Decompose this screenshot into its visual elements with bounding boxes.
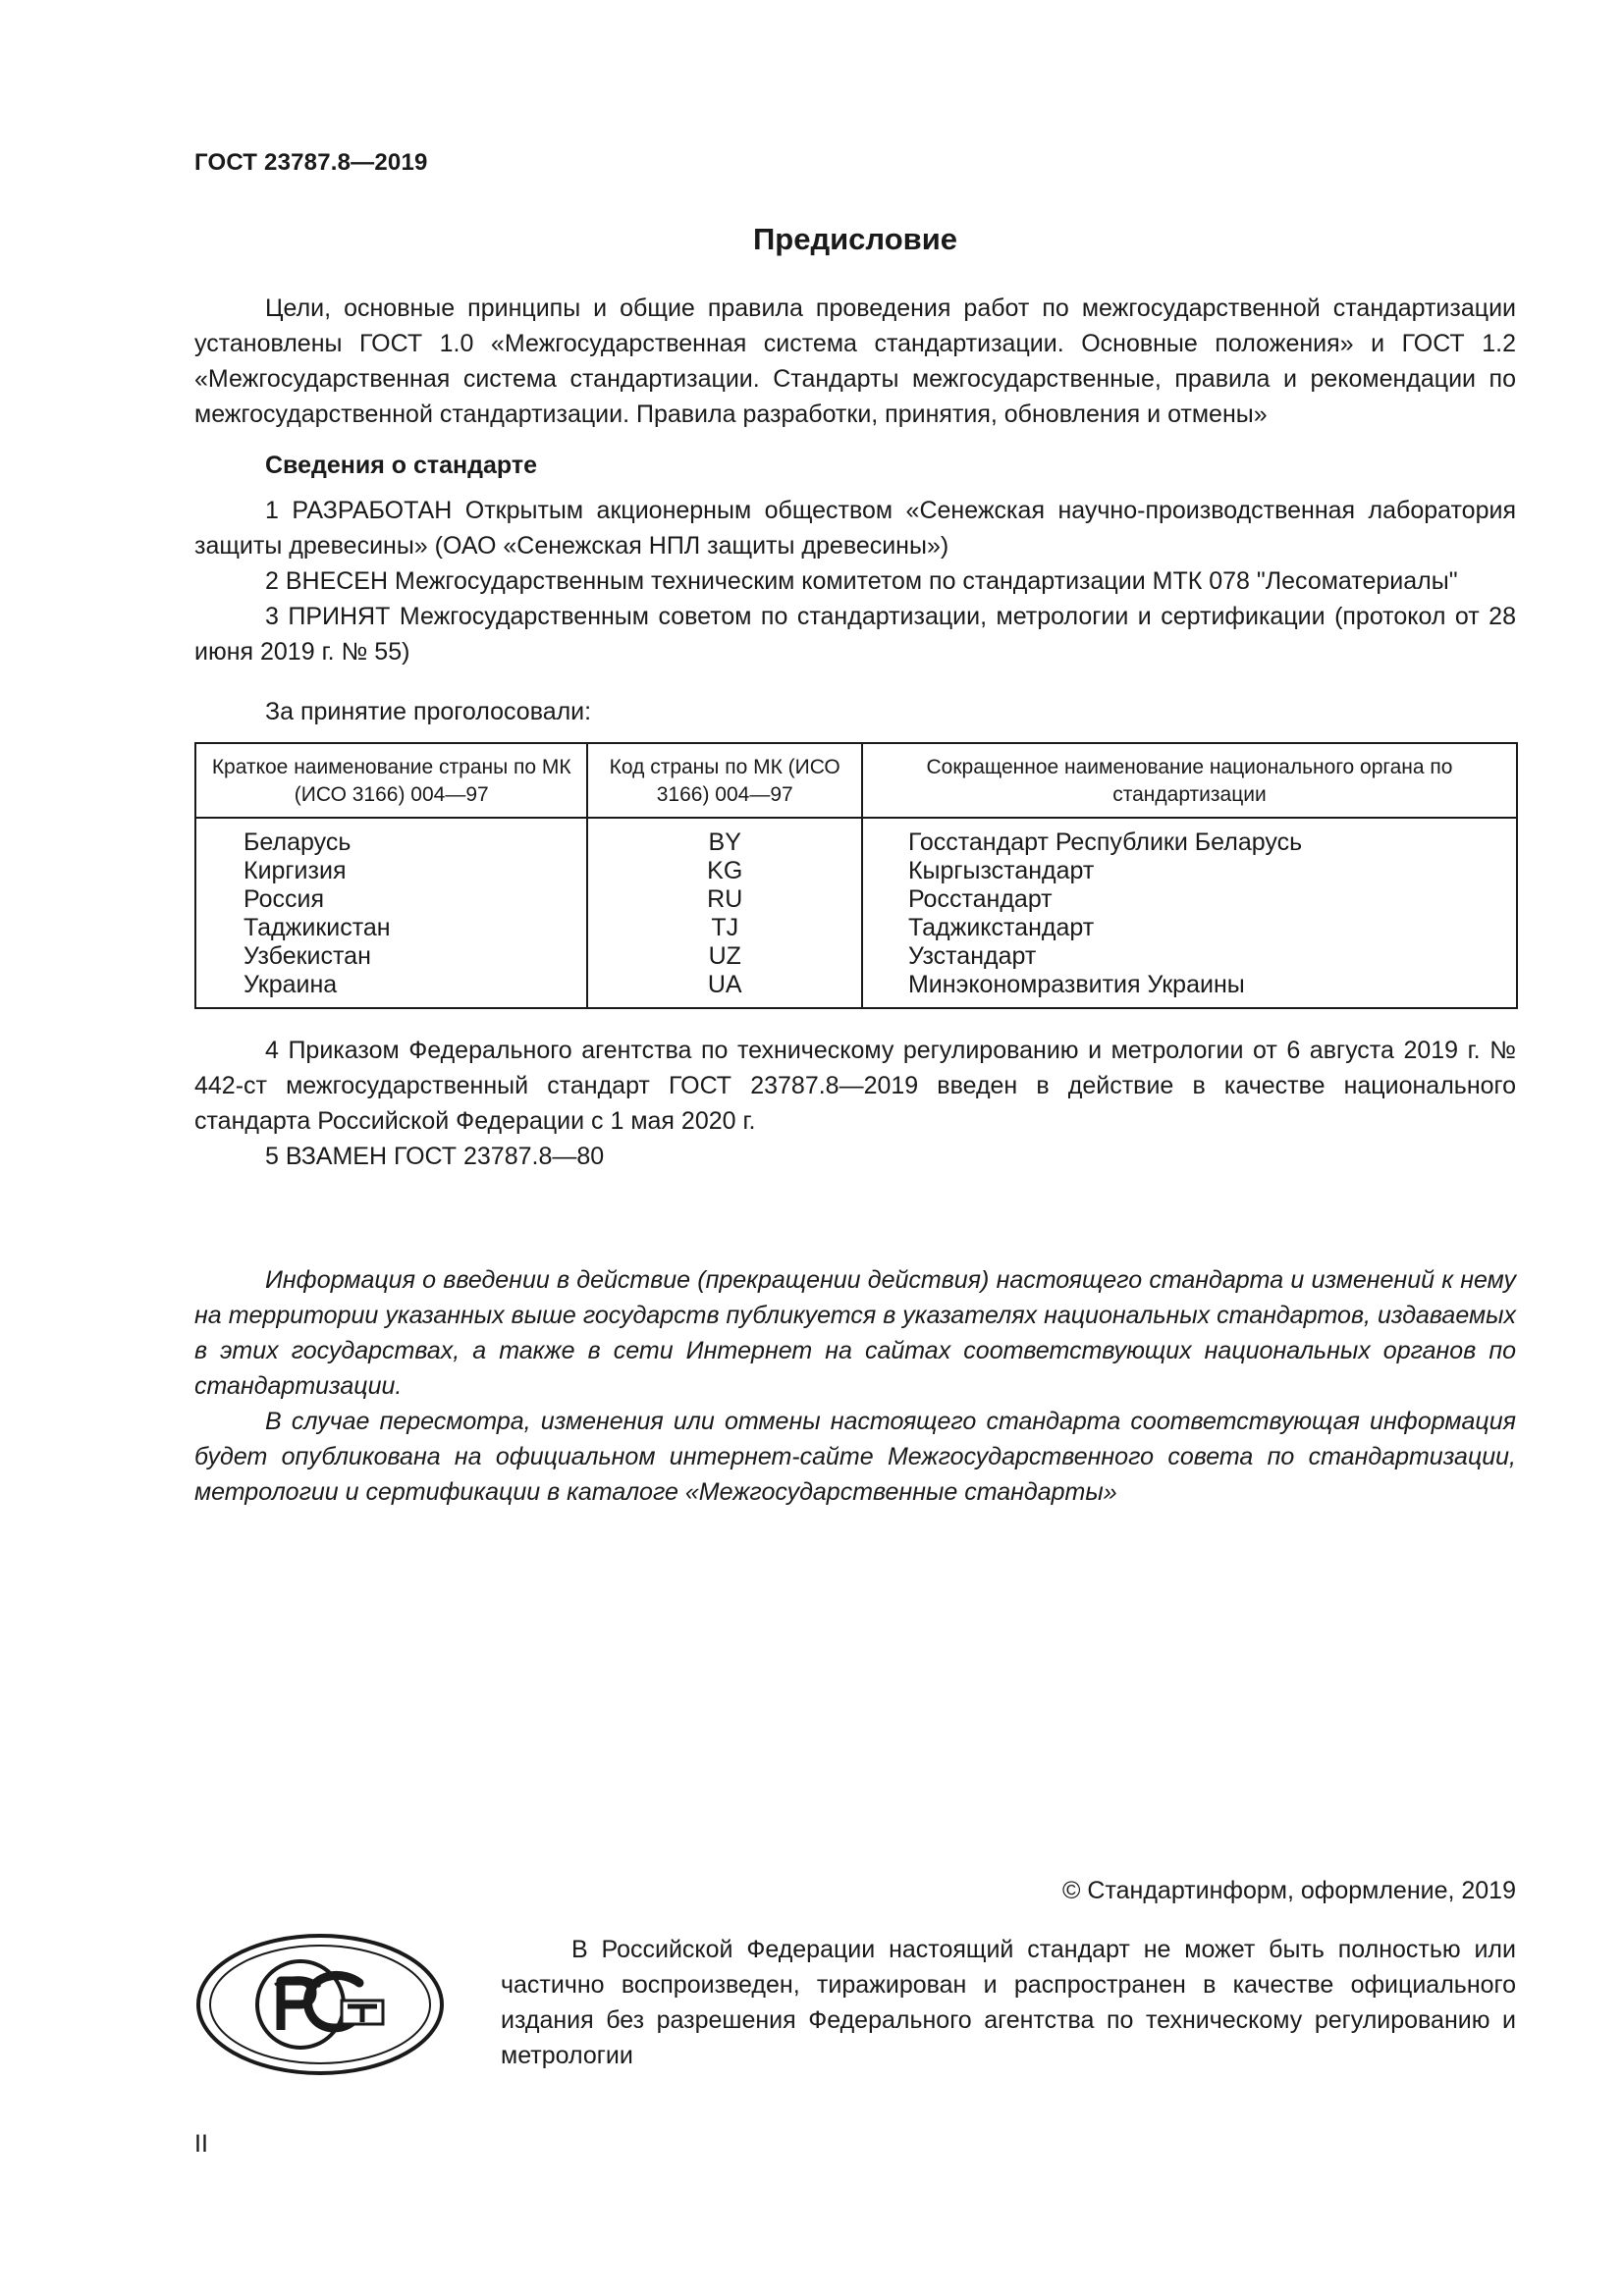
header-standards-body: Сокращенное наименование национального органа по стандартизации	[862, 743, 1517, 818]
table-row	[195, 885, 1517, 914]
intro-paragraph: Цели, основные принципы и общие правила проведения работ по межгосударственной стандартизации установлены ГОСТ 1.0 «Межгосударственная система стандартизации. Основные положения» и ГОСТ 1.2 «Межгосударственная система стандартизации. Стандарты межгосударственные, правила и рекомендации по межгосударственной стандартизации. Правила разработки, принятия, обновления и отмены»	[194, 294, 1516, 428]
info-paragraph-1: Информация о введении в действие (прекращении действия) настоящего стандарта и изменений к нему на территории указанных выше государств публикуется в указателях национальных стандартов, издаваемых в этих государствах, а также в сети Интернет на сайтах соответствующих национальных органов по стандартизации.	[194, 1266, 1516, 1400]
rights-paragraph: В Российской Федерации настоящий стандарт не может быть полностью или частично воспроизведен, тиражирован и распространен в качестве официального издания без разрешения Федерального агентства по техническому регулированию и метрологии	[501, 1936, 1516, 2069]
country-cell: Узбекистан	[244, 942, 371, 970]
table-row	[195, 818, 1517, 857]
code-cell: BY	[587, 818, 861, 857]
table-row	[195, 857, 1517, 885]
code-cell: RU	[587, 885, 861, 914]
body-cell: Узстандарт	[862, 942, 1517, 971]
header-country-code: Код страны по МК (ИСО 3166) 004—97	[587, 743, 861, 818]
table-row	[195, 971, 1517, 1008]
page-number: II	[194, 2130, 208, 2158]
rights-notice	[501, 1932, 1516, 2073]
item-3-paragraph: 3 ПРИНЯТ Межгосударственным советом по стандартизации, метрологии и сертификации (протокол от 28 июня 2019 г. № 55)	[194, 603, 1516, 666]
header-country-name: Краткое наименование страны по МК (ИСО 3166) 004—97	[195, 743, 587, 818]
rst-logo-icon	[194, 1932, 446, 2077]
body-cell: Кыргызстандарт	[862, 857, 1517, 885]
foreword-section	[194, 222, 1516, 1510]
info-heading: Сведения о стандарте	[265, 452, 538, 479]
code-cell: KG	[587, 857, 861, 885]
table-row	[195, 942, 1517, 971]
voted-label: За принятие проголосовали:	[265, 698, 592, 725]
body-cell: Росстандарт	[862, 885, 1517, 914]
rst-logo	[194, 1932, 446, 2077]
info-notice	[194, 1262, 1516, 1510]
item-5-paragraph: 5 ВЗАМЕН ГОСТ 23787.8—80	[265, 1143, 605, 1170]
country-cell: Украина	[244, 971, 338, 998]
body-cell: Минэкономразвития Украины	[862, 971, 1517, 1008]
item-2-paragraph: 2 ВНЕСЕН Межгосударственным техническим комитетом по стандартизации МТК 078 "Лесоматериалы"	[265, 567, 1458, 595]
code-cell: TJ	[587, 914, 861, 942]
item-4-paragraph: 4 Приказом Федерального агентства по техническому регулированию и метрологии от 6 августа 2019 г. № 442-ст межгосударственный стандарт ГОСТ 23787.8—2019 введен в действие в качестве национального стандарта Российской Федерации с 1 мая 2020 г.	[194, 1037, 1516, 1135]
code-cell: UA	[587, 971, 861, 1008]
info-paragraph-2: В случае пересмотра, изменения или отмены настоящего стандарта соответствующая информация будет опубликована на официальном интернет-сайте Межгосударственного совета по стандартизации, метрологии и сертификации в каталоге «Межгосударственные стандарты»	[194, 1408, 1516, 1506]
country-cell: Киргизия	[244, 857, 347, 884]
table-header-row	[195, 743, 1517, 818]
country-cell: Беларусь	[244, 828, 352, 856]
code-cell: UZ	[587, 942, 861, 971]
copyright-notice: © Стандартинформ, оформление, 2019	[1062, 1877, 1516, 1904]
table-row	[195, 914, 1517, 942]
country-cell: Таджикистан	[244, 914, 391, 941]
page-title: Предисловие	[752, 222, 957, 256]
document-id-header: ГОСТ 23787.8—2019	[194, 149, 428, 176]
body-cell: Госстандарт Республики Беларусь	[862, 818, 1517, 857]
countries-table	[194, 742, 1518, 1009]
item-1-paragraph: 1 РАЗРАБОТАН Открытым акционерным обществом «Сенежская научно-производственная лаборатория защиты древесины» (ОАО «Сенежская НПЛ защиты древесины»)	[194, 497, 1516, 560]
country-cell: Россия	[244, 885, 324, 913]
body-cell: Таджикстандарт	[862, 914, 1517, 942]
